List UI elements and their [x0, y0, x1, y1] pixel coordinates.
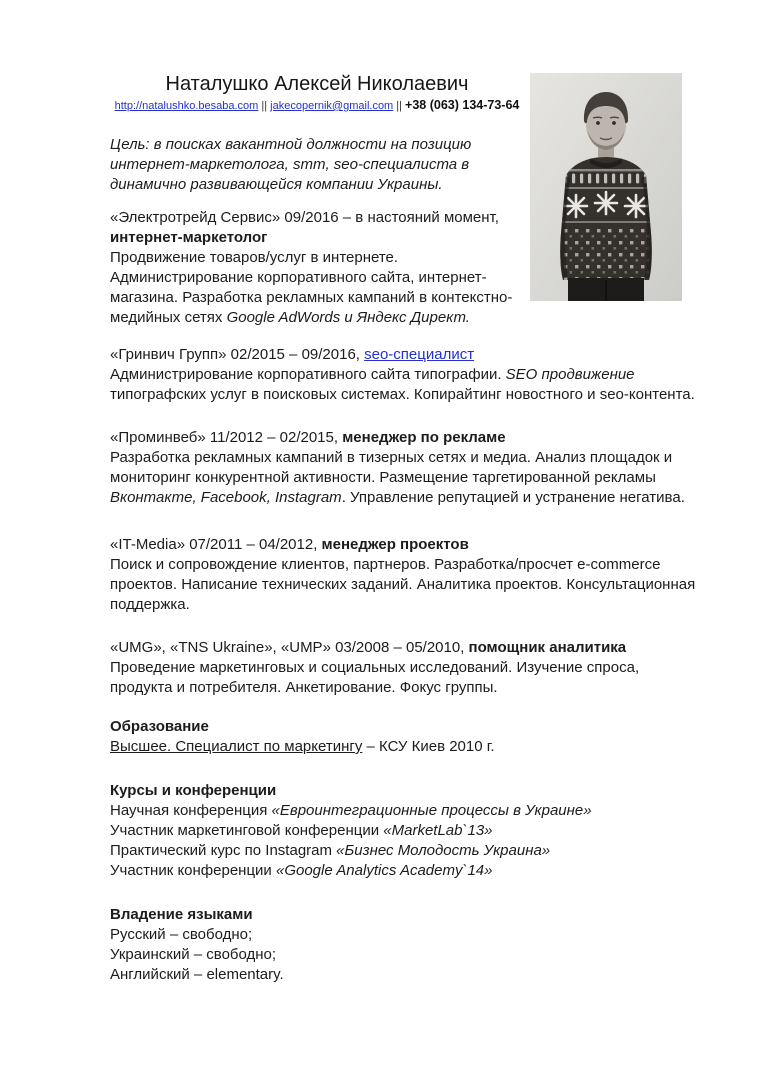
contact-line: [110, 97, 524, 115]
language-item: Русский – свободно;: [110, 926, 253, 943]
job-description-italic: SEO продвижение: [505, 366, 635, 383]
job-period: «Гринвич Групп» 02/2015 – 09/2016,: [110, 346, 365, 363]
job-section-itmedia: [110, 535, 702, 615]
courses-section: [110, 781, 702, 881]
course-prefix: Участник конференции: [110, 862, 276, 879]
job-description-text: Поиск и сопровождение клиентов, партнеров. Разработка/просчет e-commerce проектов. Написание технических заданий. Аналитика проектов. Консультационная поддержка.: [110, 556, 696, 613]
course-item: [110, 821, 702, 841]
job-header: [110, 345, 702, 365]
job-description-text: Администрирование корпоративного сайта типографии.: [110, 366, 506, 383]
job-description: [110, 555, 702, 615]
email-link[interactable]: jakecopernik@gmail.com: [270, 100, 394, 112]
job-header: [110, 428, 702, 448]
job-position: менеджер проектов: [321, 536, 469, 553]
job-header: [110, 535, 702, 555]
job-period: «UMG», «TNS Ukraine», «UMP» 03/2008 – 05/2010,: [110, 639, 469, 656]
job-section-umg: [110, 638, 702, 698]
job-period: «IT-Media» 07/2011 – 04/2012,: [110, 536, 322, 553]
objective-text: Цель: в поисках вакантной должности на позицию интернет-маркетолога, smm, seo-специалиста в динамично развивающейся компании Украины.: [110, 136, 472, 193]
course-item: [110, 841, 702, 861]
phone-number: +38 (063) 134-73-64: [405, 98, 520, 112]
job-description-text: типографских услуг в поисковых системах. Копирайтинг новостного и seo-контента.: [110, 386, 695, 403]
job-description-italic: Google AdWords и Яндекс Директ.: [226, 309, 470, 326]
website-link[interactable]: http://natalushko.besaba.com: [114, 100, 259, 112]
header-block: [110, 72, 524, 115]
job-description: [110, 248, 524, 328]
language-item: Английский – elementary.: [110, 966, 284, 983]
course-title: «Бизнес Молодость Украина»: [336, 842, 551, 859]
job-description-text: . Управление репутацией и устранение негатива.: [341, 489, 685, 506]
course-title: «MarketLab`13»: [383, 822, 493, 839]
job-description-text: Проведение маркетинговых и социальных исследований. Изучение спроса, продукта и потребителя. Анкетирование. Фокус группы.: [110, 659, 640, 696]
job-period: «Электротрейд Сервис» 09/2016 – в настояний момент,: [110, 209, 499, 226]
job-description-italic: Вконтакте, Facebook, Instagram: [110, 489, 342, 506]
job-description: [110, 448, 702, 508]
course-prefix: Практический курс по Instagram: [110, 842, 337, 859]
job-description: [110, 658, 702, 698]
contact-separator: ||: [258, 100, 271, 112]
education-section: [110, 717, 702, 757]
job-position-link[interactable]: seo-специалист: [364, 346, 475, 363]
contact-separator: ||: [393, 100, 406, 112]
job-section-greenwich: [110, 345, 702, 405]
job-description-text: Продвижение товаров/услуг в интернете. Администрирование корпоративного сайта, интернет-магазина. Разработка рекламных кампаний в контекстно-медийных сетях: [110, 249, 513, 326]
job-description: [110, 365, 702, 405]
course-item: [110, 861, 702, 881]
job-header: [110, 208, 524, 248]
job-header: [110, 638, 702, 658]
course-title: «Евроинтеграционные процессы в Украине»: [271, 802, 592, 819]
education-line: [110, 737, 702, 757]
languages-heading: Владение языками: [110, 906, 253, 923]
education-degree: Высшее. Специалист по маркетингу: [110, 738, 363, 755]
education-heading: Образование: [110, 718, 209, 735]
resume-content: [110, 72, 702, 985]
person-name: Наталушко Алексей Николаевич: [165, 73, 469, 95]
job-position: менеджер по рекламе: [342, 429, 506, 446]
course-prefix: Научная конференция: [110, 802, 272, 819]
courses-heading: Курсы и конференции: [110, 782, 277, 799]
language-item: Украинский – свободно;: [110, 946, 277, 963]
job-period: «Проминвеб» 11/2012 – 02/2015,: [110, 429, 343, 446]
education-rest: – КСУ Киев 2010 г.: [362, 738, 495, 755]
job-position: интернет-маркетолог: [110, 229, 268, 246]
languages-section: [110, 905, 702, 985]
course-item: [110, 801, 702, 821]
job-section-electrotrade: [110, 208, 524, 328]
course-prefix: Участник маркетинговой конференции: [110, 822, 384, 839]
job-description-text: Разработка рекламных кампаний в тизерных сетях и медиа. Анализ площадок и мониторинг конкурентной активности. Размещение таргетированной рекламы: [110, 449, 673, 486]
job-position: помощник аналитика: [468, 639, 627, 656]
job-section-prominveb: [110, 428, 702, 508]
course-title: «Google Analytics Academy`14»: [275, 862, 493, 879]
